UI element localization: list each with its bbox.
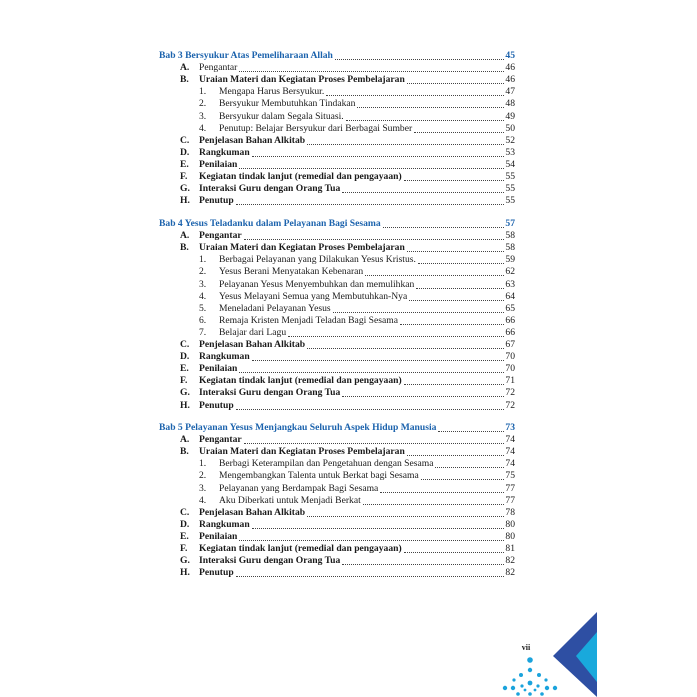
entry-text: Penjelasan Bahan Alkitab: [199, 134, 306, 146]
entry-text: Interaksi Guru dengan Orang Tua: [199, 555, 341, 567]
toc-section-entry[interactable]: [180, 242, 515, 254]
dot-leader: [342, 395, 504, 397]
dot-leader: [383, 226, 505, 228]
dot-leader: [239, 371, 504, 373]
toc-section-entry[interactable]: [180, 400, 515, 412]
dot-leader: [307, 515, 504, 517]
dot-leader: [404, 383, 505, 385]
entry-page: 52: [505, 134, 515, 146]
entry-label: [180, 62, 237, 74]
entry-text: Uraian Materi dan Kegiatan Proses Pembelajaran: [199, 446, 405, 458]
entry-page: 58: [505, 230, 515, 242]
entry-marker: D.: [180, 146, 190, 158]
page-number: vii: [521, 643, 531, 652]
entry-text: Pengantar: [199, 434, 242, 446]
dot-leader: [363, 503, 505, 505]
entry-page: 47: [505, 86, 515, 98]
dot-leader: [239, 167, 504, 169]
entry-label: [180, 135, 305, 147]
toc-section-entry[interactable]: [180, 62, 515, 74]
entry-text: Kegiatan tindak lanjut (remedial dan pengayaan): [199, 171, 402, 182]
dot-leader: [435, 466, 504, 468]
entry-label: [180, 375, 402, 387]
entry-marker: 3.: [199, 278, 207, 290]
entry-page: 53: [505, 146, 515, 158]
entry-page: 55: [505, 183, 515, 195]
toc-subsection-entry[interactable]: [199, 458, 515, 470]
decor-dot: [524, 689, 527, 692]
entry-label: [180, 339, 305, 351]
dot-leader: [342, 563, 504, 565]
entry-marker: B.: [180, 242, 189, 254]
toc-section-entry[interactable]: [180, 339, 515, 351]
entry-label: [180, 446, 405, 458]
dot-leader: [252, 155, 505, 157]
entry-label: [180, 183, 340, 195]
entry-label: [180, 434, 242, 446]
decor-dot: [519, 673, 523, 677]
dot-leader: [326, 94, 504, 96]
decor-dot: [528, 668, 532, 672]
dot-leader: [288, 335, 504, 337]
entry-marker: F.: [180, 375, 188, 387]
entry-label: [199, 327, 286, 339]
entry-marker: 4.: [199, 290, 207, 302]
dot-leader: [252, 359, 505, 361]
toc-section-entry[interactable]: [180, 555, 515, 567]
dot-pattern-icon: [503, 657, 557, 696]
entry-text: Uraian Materi dan Kegiatan Proses Pembelajaran: [199, 242, 405, 254]
dot-leader: [239, 539, 504, 541]
decor-dot: [553, 686, 557, 690]
dot-leader: [380, 491, 504, 493]
chapter-title: Bab 3 Bersyukur Atas Pemeliharaan Allah: [159, 50, 333, 61]
entry-page: 74: [505, 446, 515, 458]
entry-text: Interaksi Guru dengan Orang Tua: [199, 387, 341, 399]
entry-label: [180, 387, 340, 399]
entry-text: Rangkuman: [199, 351, 250, 363]
toc-section-entry[interactable]: [180, 519, 515, 531]
entry-page: 82: [505, 555, 515, 567]
entry-page: 63: [505, 278, 515, 290]
entry-page: 65: [505, 302, 515, 314]
toc-subsection-entry[interactable]: [199, 291, 515, 303]
entry-marker: G.: [180, 387, 190, 399]
entry-marker: E.: [180, 158, 189, 170]
decor-dot: [527, 657, 533, 663]
toc-section-entry[interactable]: [180, 351, 515, 363]
entry-text: Yesus Berani Menyatakan Kebenaran: [219, 266, 364, 278]
entry-marker: A.: [180, 230, 190, 242]
decor-dot: [544, 678, 547, 681]
entry-page: 50: [505, 122, 515, 134]
entry-text: Penutup: [199, 195, 234, 207]
entry-text: Remaja Kristen Menjadi Teladan Bagi Sesama: [219, 314, 398, 326]
entry-marker: 2.: [199, 98, 207, 110]
toc-section-entry[interactable]: [180, 159, 515, 171]
entry-marker: C.: [180, 134, 190, 146]
entry-label: [180, 74, 405, 86]
toc-subsection-entry[interactable]: [199, 266, 515, 278]
entry-label: [180, 195, 234, 207]
entry-page: 59: [505, 254, 515, 266]
entry-marker: 1.: [199, 86, 207, 98]
entry-page: 71: [505, 375, 515, 387]
entry-label: [180, 543, 402, 555]
decor-dot: [512, 678, 515, 681]
toc-section-entry[interactable]: [180, 135, 515, 147]
entry-text: Penjelasan Bahan Alkitab: [199, 339, 306, 350]
dot-leader: [365, 274, 504, 276]
toc-subsection-entry[interactable]: [199, 111, 515, 123]
entry-page: 64: [505, 290, 515, 302]
entry-text: Uraian Materi dan Kegiatan Proses Pembelajaran: [199, 74, 405, 86]
dot-leader: [236, 203, 505, 205]
dot-leader: [307, 143, 504, 145]
entry-page: 75: [505, 470, 515, 482]
entry-label: [199, 123, 412, 135]
entry-label: [199, 470, 419, 482]
entry-label: [180, 400, 234, 412]
entry-page: 46: [505, 62, 515, 74]
entry-text: Interaksi Guru dengan Orang Tua: [199, 183, 341, 195]
dot-leader: [407, 250, 505, 252]
entry-page: 77: [505, 494, 515, 506]
entry-label: [180, 159, 237, 171]
dot-leader: [409, 299, 504, 301]
entry-page: 67: [505, 339, 515, 350]
toc-section-entry[interactable]: [180, 74, 515, 86]
entry-text: Penutup: [199, 567, 234, 579]
entry-label: [199, 111, 344, 123]
entry-page: 46: [505, 74, 515, 86]
entry-text: Penutup: Belajar Bersyukur dari Berbagai Sumber: [219, 122, 413, 134]
entry-label: [199, 291, 407, 303]
entry-marker: G.: [180, 183, 190, 195]
chapter-heading[interactable]: [159, 50, 515, 62]
entry-page: 72: [505, 387, 515, 399]
entry-page: 58: [505, 242, 515, 254]
entry-marker: E.: [180, 363, 189, 375]
chapter-title: Bab 5 Pelayanan Yesus Menjangkau Seluruh Aspek Hidup Manusia: [159, 422, 437, 433]
decor-dot: [540, 692, 544, 696]
entry-page: 70: [505, 363, 515, 375]
dot-leader: [407, 82, 505, 84]
dot-leader: [414, 131, 504, 133]
entry-page: 74: [505, 458, 515, 470]
dot-leader: [418, 262, 505, 264]
toc-subsection-entry[interactable]: [199, 254, 515, 266]
toc-subsection-entry[interactable]: [199, 483, 515, 495]
entry-page: 70: [505, 351, 515, 363]
entry-marker: 6.: [199, 314, 207, 326]
entry-text: Pelayanan yang Berdampak Bagi Sesama: [219, 482, 379, 494]
entry-text: Bersyukur Membutuhkan Tindakan: [219, 98, 356, 110]
dot-leader: [239, 70, 504, 72]
entry-marker: E.: [180, 530, 189, 542]
entry-marker: 2.: [199, 470, 207, 482]
decor-dot: [534, 689, 537, 692]
entry-marker: 3.: [199, 110, 207, 122]
entry-label: [199, 458, 433, 470]
entry-marker: H.: [180, 399, 190, 411]
entry-label: [199, 495, 361, 507]
entry-label: [180, 567, 234, 579]
entry-page: 54: [505, 158, 515, 170]
entry-marker: F.: [180, 171, 188, 182]
entry-page: 72: [505, 399, 515, 411]
toc-section-entry[interactable]: [180, 434, 515, 446]
dot-leader: [244, 238, 505, 240]
toc-section-entry[interactable]: [180, 567, 515, 579]
dot-leader: [400, 323, 504, 325]
dot-leader: [404, 551, 505, 553]
entry-label: [199, 86, 324, 98]
dot-leader: [421, 478, 505, 480]
toc-subsection-entry[interactable]: [199, 123, 515, 135]
entry-page: 55: [505, 171, 515, 182]
entry-page: 48: [505, 98, 515, 110]
entry-label: [180, 147, 250, 159]
entry-text: Kegiatan tindak lanjut (remedial dan pengayaan): [199, 543, 402, 554]
chapter-page: 57: [505, 218, 515, 229]
entry-label: [180, 242, 405, 254]
entry-text: Belajar dari Lagu: [219, 326, 287, 338]
toc-subsection-entry[interactable]: [199, 279, 515, 291]
entry-text: Mengapa Harus Bersyukur.: [219, 86, 325, 98]
decor-dot: [516, 692, 520, 696]
dot-leader: [416, 287, 504, 289]
entry-label: [199, 279, 414, 291]
entry-text: Kegiatan tindak lanjut (remedial dan pengayaan): [199, 375, 402, 387]
entry-label: [180, 519, 250, 531]
entry-page: 62: [505, 266, 515, 278]
toc-section-entry[interactable]: [180, 446, 515, 458]
entry-label: [180, 555, 340, 567]
dot-leader: [357, 106, 504, 108]
dot-leader: [236, 575, 505, 577]
decor-dot: [537, 673, 541, 677]
entry-label: [199, 315, 398, 327]
toc-section-entry[interactable]: [180, 195, 515, 207]
toc-subsection-entry[interactable]: [199, 315, 515, 327]
entry-marker: H.: [180, 195, 190, 207]
entry-label: [180, 171, 402, 183]
entry-label: [180, 363, 237, 375]
dot-leader: [342, 191, 504, 193]
entry-text: Pengantar: [199, 230, 242, 242]
entry-text: Berbagi Keterampilan dan Pengetahuan dengan Sesama: [219, 458, 434, 470]
entry-marker: 1.: [199, 458, 207, 470]
toc-subsection-entry[interactable]: [199, 303, 515, 315]
entry-text: Penilaian: [199, 363, 238, 375]
toc-section-entry[interactable]: [180, 171, 515, 183]
entry-text: Bersyukur dalam Segala Situasi.: [219, 110, 344, 122]
toc-section-entry[interactable]: [180, 363, 515, 375]
entry-text: Penjelasan Bahan Alkitab: [199, 506, 306, 518]
toc-subsection-entry[interactable]: [199, 495, 515, 507]
entry-marker: 2.: [199, 266, 207, 278]
entry-text: Penilaian: [199, 158, 238, 170]
dot-leader: [236, 408, 505, 410]
dot-leader: [438, 430, 504, 432]
decor-dot: [536, 684, 539, 687]
toc-subsection-entry[interactable]: [199, 86, 515, 98]
toc-section-entry[interactable]: [180, 531, 515, 543]
entry-page: 82: [505, 567, 515, 579]
decor-dot: [503, 686, 507, 690]
entry-text: Penutup: [199, 399, 234, 411]
dot-leader: [252, 527, 505, 529]
entry-label: [199, 98, 355, 110]
entry-marker: C.: [180, 506, 190, 518]
entry-page: 66: [505, 314, 515, 326]
entry-label: [199, 266, 363, 278]
entry-marker: C.: [180, 339, 190, 350]
entry-text: Aku Diberkati untuk Menjadi Berkat: [219, 494, 361, 506]
decor-dot: [520, 684, 523, 687]
entry-marker: A.: [180, 434, 190, 446]
entry-marker: H.: [180, 567, 190, 579]
toc-section-entry[interactable]: [180, 183, 515, 195]
entry-page: 66: [505, 326, 515, 338]
dot-leader: [346, 119, 505, 121]
decor-dot: [545, 686, 549, 690]
toc-section-entry[interactable]: [180, 375, 515, 387]
entry-marker: B.: [180, 446, 189, 458]
entry-marker: A.: [180, 62, 190, 74]
entry-marker: B.: [180, 74, 189, 86]
dot-leader: [404, 179, 505, 181]
chapter-page: 45: [505, 50, 515, 61]
entry-text: Rangkuman: [199, 146, 250, 158]
toc-section-entry[interactable]: [180, 387, 515, 399]
entry-marker: 4.: [199, 494, 207, 506]
toc-section-entry[interactable]: [180, 507, 515, 519]
entry-marker: F.: [180, 543, 188, 554]
toc-section-entry[interactable]: [180, 230, 515, 242]
toc-subsection-entry[interactable]: [199, 98, 515, 110]
entry-label: [180, 230, 242, 242]
entry-text: Pelayanan Yesus Menyembuhkan dan memulihkan: [219, 278, 415, 290]
entry-page: 80: [505, 518, 515, 530]
toc-subsection-entry[interactable]: [199, 470, 515, 482]
dot-leader: [335, 58, 505, 60]
entry-label: [180, 351, 250, 363]
chapter-title: Bab 4 Yesus Teladanku dalam Pelayanan Bagi Sesama: [159, 218, 381, 229]
entry-marker: 5.: [199, 302, 207, 314]
entry-marker: 1.: [199, 254, 207, 266]
entry-text: Mengembangkan Talenta untuk Berkat bagi Sesama: [219, 470, 419, 482]
chapter-heading[interactable]: [159, 218, 515, 230]
entry-page: 55: [505, 195, 515, 207]
entry-page: 74: [505, 434, 515, 446]
dot-leader: [407, 454, 505, 456]
decor-dot: [528, 692, 532, 696]
toc-section-entry[interactable]: [180, 147, 515, 159]
entry-marker: D.: [180, 518, 190, 530]
entry-label: [199, 254, 416, 266]
toc-subsection-entry[interactable]: [199, 327, 515, 339]
entry-label: [180, 531, 237, 543]
entry-marker: 4.: [199, 122, 207, 134]
corner-decoration: [500, 600, 697, 697]
entry-page: 77: [505, 482, 515, 494]
decor-dot: [511, 686, 515, 690]
entry-marker: 7.: [199, 326, 207, 338]
entry-label: [199, 303, 331, 315]
entry-text: Berbagai Pelayanan yang Dilakukan Yesus Kristus.: [219, 254, 416, 266]
entry-page: 78: [505, 506, 515, 518]
toc-section-entry[interactable]: [180, 543, 515, 555]
chapter-heading[interactable]: [159, 422, 515, 434]
entry-text: Meneladani Pelayanan Yesus: [219, 302, 331, 314]
entry-text: Yesus Melayani Semua yang Membutuhkan-Nya: [219, 290, 408, 302]
entry-page: 80: [505, 530, 515, 542]
entry-text: Penilaian: [199, 530, 238, 542]
dot-leader: [333, 311, 505, 313]
entry-page: 49: [505, 110, 515, 122]
entry-marker: D.: [180, 351, 190, 363]
entry-page: 81: [505, 543, 515, 554]
entry-label: [199, 483, 378, 495]
decor-dot: [528, 681, 533, 686]
chapter-page: 73: [505, 422, 515, 433]
dot-leader: [244, 442, 505, 444]
entry-marker: G.: [180, 555, 190, 567]
entry-text: Rangkuman: [199, 518, 250, 530]
entry-label: [180, 507, 305, 519]
dot-leader: [307, 347, 504, 349]
entry-marker: 3.: [199, 482, 207, 494]
entry-text: Pengantar: [199, 62, 238, 74]
